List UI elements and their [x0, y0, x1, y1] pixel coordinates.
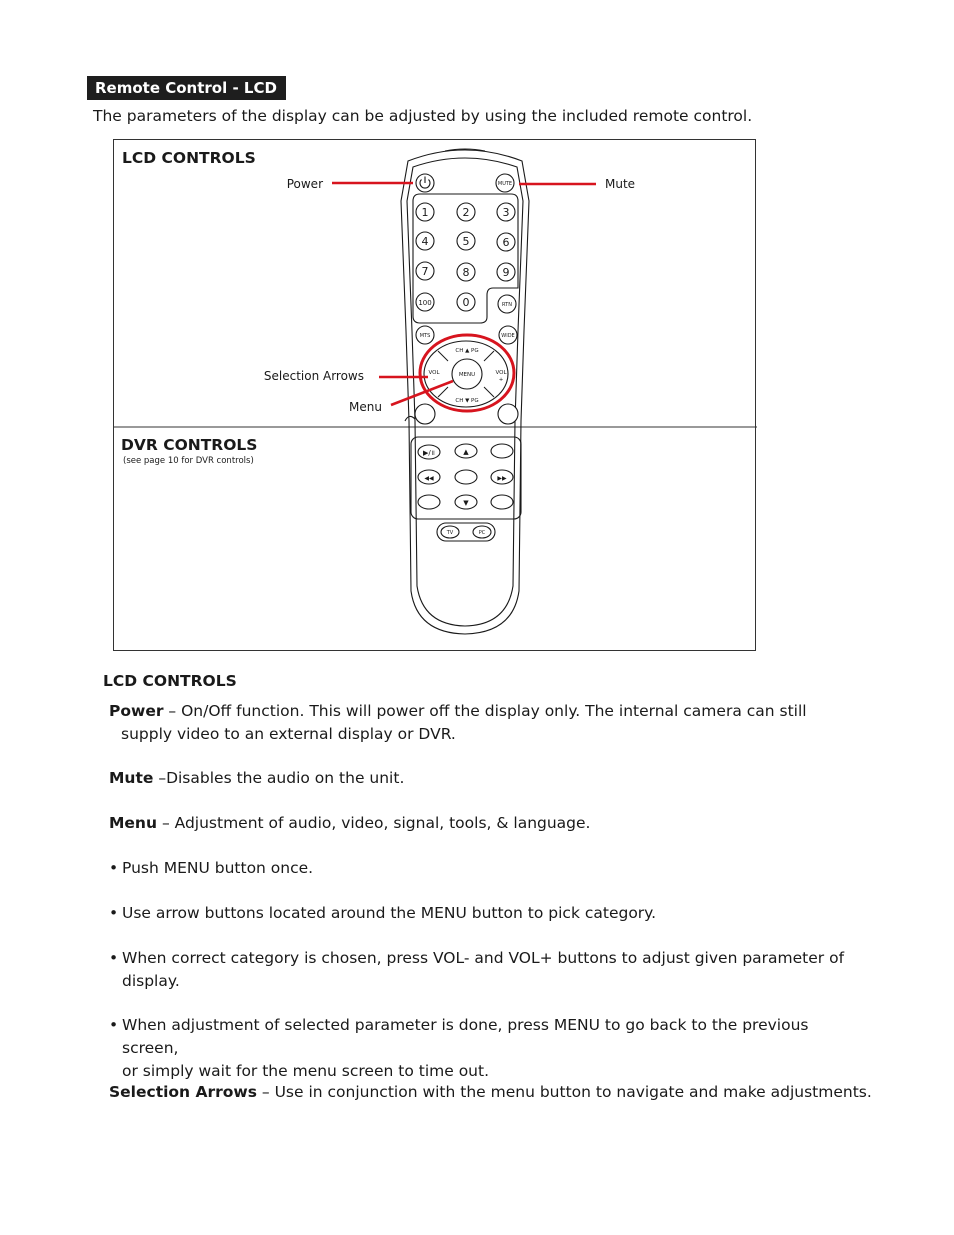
- digit-button-100[interactable]: [416, 293, 434, 311]
- mts-button[interactable]: [416, 326, 434, 344]
- digit-label: 4: [421, 235, 429, 248]
- up-arrow-button[interactable]: [455, 444, 477, 458]
- down-arrow-button[interactable]: [455, 495, 477, 509]
- digit-button-9[interactable]: [497, 263, 515, 281]
- bullet-item-3: [109, 947, 869, 993]
- digit-button-3[interactable]: [497, 203, 515, 221]
- digit-label: 8: [462, 266, 470, 279]
- digit-label: 3: [502, 206, 510, 219]
- blank-dvr-button-1[interactable]: [491, 444, 513, 458]
- selection-term: Selection Arrows: [109, 1083, 257, 1101]
- blank-button-right[interactable]: [498, 404, 518, 424]
- selection-arrows-callout-label: Selection Arrows: [263, 369, 364, 383]
- power-desc-line2: supply video to an external display or DVR.: [121, 725, 456, 743]
- blank-dvr-button-2[interactable]: [455, 470, 477, 484]
- blank-button-left[interactable]: [415, 404, 435, 424]
- digit-label: 9: [502, 266, 510, 279]
- digit-button-8[interactable]: [457, 263, 475, 281]
- power-term: Power: [109, 702, 164, 720]
- bullet-text-line1: When adjustment of selected parameter is done, press MENU to go back to the previous screen,: [122, 1016, 809, 1057]
- power-button[interactable]: [416, 174, 434, 192]
- fast-forward-button[interactable]: [491, 470, 513, 484]
- digit-label: 7: [421, 265, 429, 278]
- bullet-dot: •: [109, 1016, 119, 1034]
- digit-button-4[interactable]: [416, 232, 434, 250]
- tv-label: TV: [446, 530, 454, 536]
- menu-term: Menu: [109, 814, 158, 832]
- vol-minus-button[interactable]: VOL: [428, 370, 440, 376]
- wide-button[interactable]: [499, 326, 517, 344]
- wide-label: WIDE: [501, 333, 515, 339]
- menu-description: [109, 812, 591, 835]
- menu-button-label: MENU: [458, 372, 476, 378]
- digit-label: 100: [418, 299, 432, 307]
- digit-label: 6: [502, 236, 510, 249]
- play-pause-label: ▶/॥: [423, 449, 435, 457]
- bullet-text-line2: display.: [122, 972, 180, 990]
- up-arrow-label: ▲: [463, 448, 469, 456]
- mute-description: [109, 767, 404, 790]
- bullet-dot: •: [109, 904, 119, 922]
- tv-button[interactable]: [441, 526, 459, 538]
- menu-button[interactable]: [452, 359, 482, 389]
- blank-dvr-button-3[interactable]: [418, 495, 440, 509]
- ch-down-button[interactable]: CH ▼ PG: [455, 398, 479, 404]
- section-tag: Remote Control - LCD: [87, 76, 286, 100]
- power-desc-line1: – On/Off function. This will power off the display only. The internal camera can still: [163, 702, 807, 720]
- bullet-dot: •: [109, 949, 119, 967]
- pc-label: PC: [478, 530, 486, 536]
- power-callout-label: Power: [286, 177, 323, 191]
- power-description: [109, 700, 869, 746]
- rtn-button[interactable]: [498, 295, 516, 313]
- ch-up-button[interactable]: CH ▲ PG: [455, 348, 479, 354]
- bullet-dot: •: [109, 859, 119, 877]
- bullet-text-line2: or simply wait for the menu screen to time out.: [122, 1062, 490, 1080]
- selection-desc: – Use in conjunction with the menu button to navigate and make adjustments.: [256, 1083, 872, 1101]
- bullet-text-line1: When correct category is chosen, press VOL- and VOL+ buttons to adjust given parameter of: [122, 949, 845, 967]
- blank-dvr-button-4[interactable]: [491, 495, 513, 509]
- mute-button[interactable]: [496, 174, 514, 192]
- rewind-label: ◀◀: [424, 475, 434, 482]
- lcd-controls-heading: LCD CONTROLS: [103, 672, 237, 690]
- bullet-item-1: [109, 857, 869, 880]
- digit-button-2[interactable]: [457, 203, 475, 221]
- menu-callout-label: Menu: [349, 400, 382, 414]
- play-pause-button[interactable]: [418, 445, 440, 459]
- digit-label: 2: [462, 206, 470, 219]
- digit-label: 1: [421, 206, 429, 219]
- digit-button-0[interactable]: [457, 293, 475, 311]
- mute-callout-label: Mute: [605, 177, 636, 191]
- mute-desc: –Disables the audio on the unit.: [153, 769, 405, 787]
- remote-figure: [113, 139, 756, 651]
- mts-label: MTS: [419, 333, 431, 339]
- dvr-panel-title: DVR CONTROLS: [121, 436, 258, 454]
- bullet-text: Use arrow buttons located around the MENU button to pick category.: [122, 904, 657, 922]
- digit-button-6[interactable]: [497, 233, 515, 251]
- remote-diagram: [114, 140, 757, 652]
- lcd-panel-title: LCD CONTROLS: [122, 149, 256, 167]
- bullet-item-2: [109, 902, 869, 925]
- rewind-button[interactable]: [418, 470, 440, 484]
- digit-button-1[interactable]: [416, 203, 434, 221]
- vol-plus-sign: +: [498, 377, 504, 383]
- intro-text: The parameters of the display can be adjusted by using the included remote control.: [93, 107, 753, 125]
- mute-button-label: MUTE: [497, 181, 513, 187]
- selection-arrows-description: [109, 1081, 872, 1104]
- digit-label: 0: [462, 296, 470, 309]
- pc-button[interactable]: [473, 526, 491, 538]
- bullet-item-4: [109, 1014, 869, 1083]
- vol-minus-sign: -: [433, 377, 435, 383]
- digit-button-7[interactable]: [416, 262, 434, 280]
- bullet-text: Push MENU button once.: [122, 859, 314, 877]
- fast-forward-label: ▶▶: [497, 475, 507, 482]
- menu-desc: – Adjustment of audio, video, signal, tools, & language.: [157, 814, 591, 832]
- vol-plus-button[interactable]: VOL: [495, 370, 507, 376]
- rtn-label: RTN: [502, 302, 512, 308]
- down-arrow-label: ▼: [463, 499, 469, 507]
- dvr-panel-note: (see page 10 for DVR controls): [123, 456, 254, 466]
- mute-term: Mute: [109, 769, 154, 787]
- digit-label: 5: [462, 235, 470, 248]
- digit-button-5[interactable]: [457, 232, 475, 250]
